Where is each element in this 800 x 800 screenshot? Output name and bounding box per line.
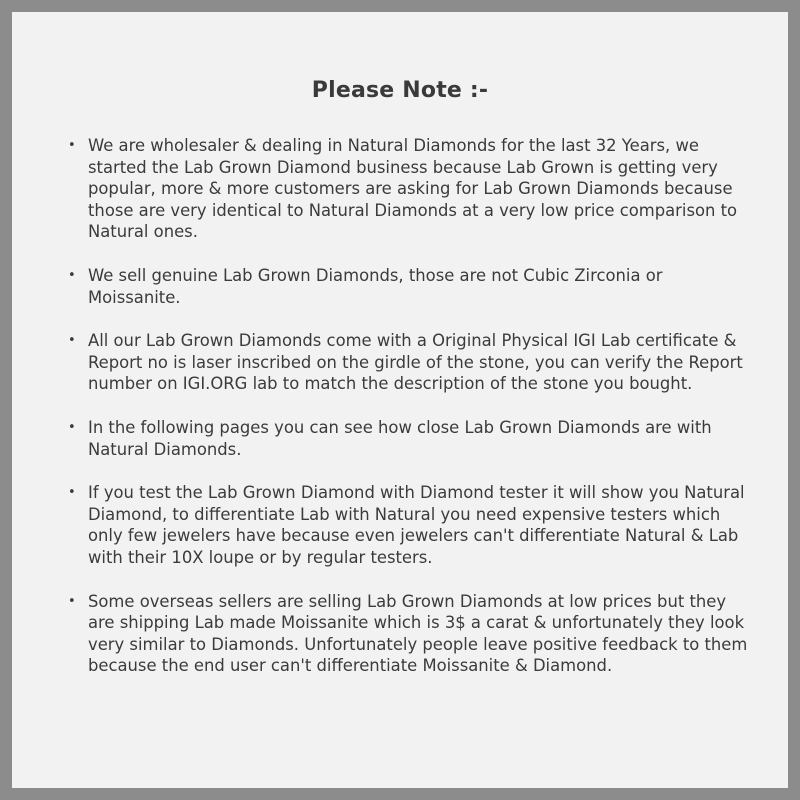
note-text: We sell genuine Lab Grown Diamonds, those are not Cubic Zirconia or Moissanite. (88, 265, 663, 307)
list-item (64, 330, 754, 395)
list-item (64, 591, 754, 677)
note-text: If you test the Lab Grown Diamond with Diamond tester it will show you Natural Diamond, to differentiate Lab with Natural you need expensive testers which only few jewelers have because even jewelers can't differentiate Natural & Lab with their 10X loupe or by regular testers. (88, 483, 745, 567)
page-title: Please Note :- (311, 78, 489, 103)
bullet-icon: • (68, 267, 76, 283)
list-item (64, 417, 754, 460)
bullet-icon: • (68, 333, 76, 349)
note-panel (12, 12, 788, 788)
list-item (64, 482, 754, 568)
note-text: We are wholesaler & dealing in Natural Diamonds for the last 32 Years, we started the Lab Grown Diamond business because Lab Grown is getting very popular, more & more customers are asking for Lab Grown Diamonds because those are very identical to Natural Diamonds at a very low price comparison to Natural ones. (88, 136, 738, 242)
list-item (64, 265, 754, 308)
note-text: All our Lab Grown Diamonds come with a Original Physical IGI Lab certificate & Report no is laser inscribed on the girdle of the stone, you can verify the Report number on IGI.ORG lab to match the description of the stone you bought. (88, 331, 743, 394)
note-text: In the following pages you can see how close Lab Grown Diamonds are with Natural Diamonds. (88, 417, 712, 459)
notes-list (64, 135, 754, 699)
bullet-icon: • (68, 419, 76, 435)
note-text: Some overseas sellers are selling Lab Grown Diamonds at low prices but they are shipping Lab made Moissanite which is 3$ a carat & unfortunately they look very similar to Diamonds. Unfortunately people leave positive feedback to them because the end user can't differentiate Moissanite & Diamond. (88, 591, 748, 676)
list-item (64, 135, 754, 243)
bullet-icon: • (68, 593, 76, 609)
bullet-icon: • (68, 138, 76, 153)
bullet-icon: • (68, 485, 76, 501)
